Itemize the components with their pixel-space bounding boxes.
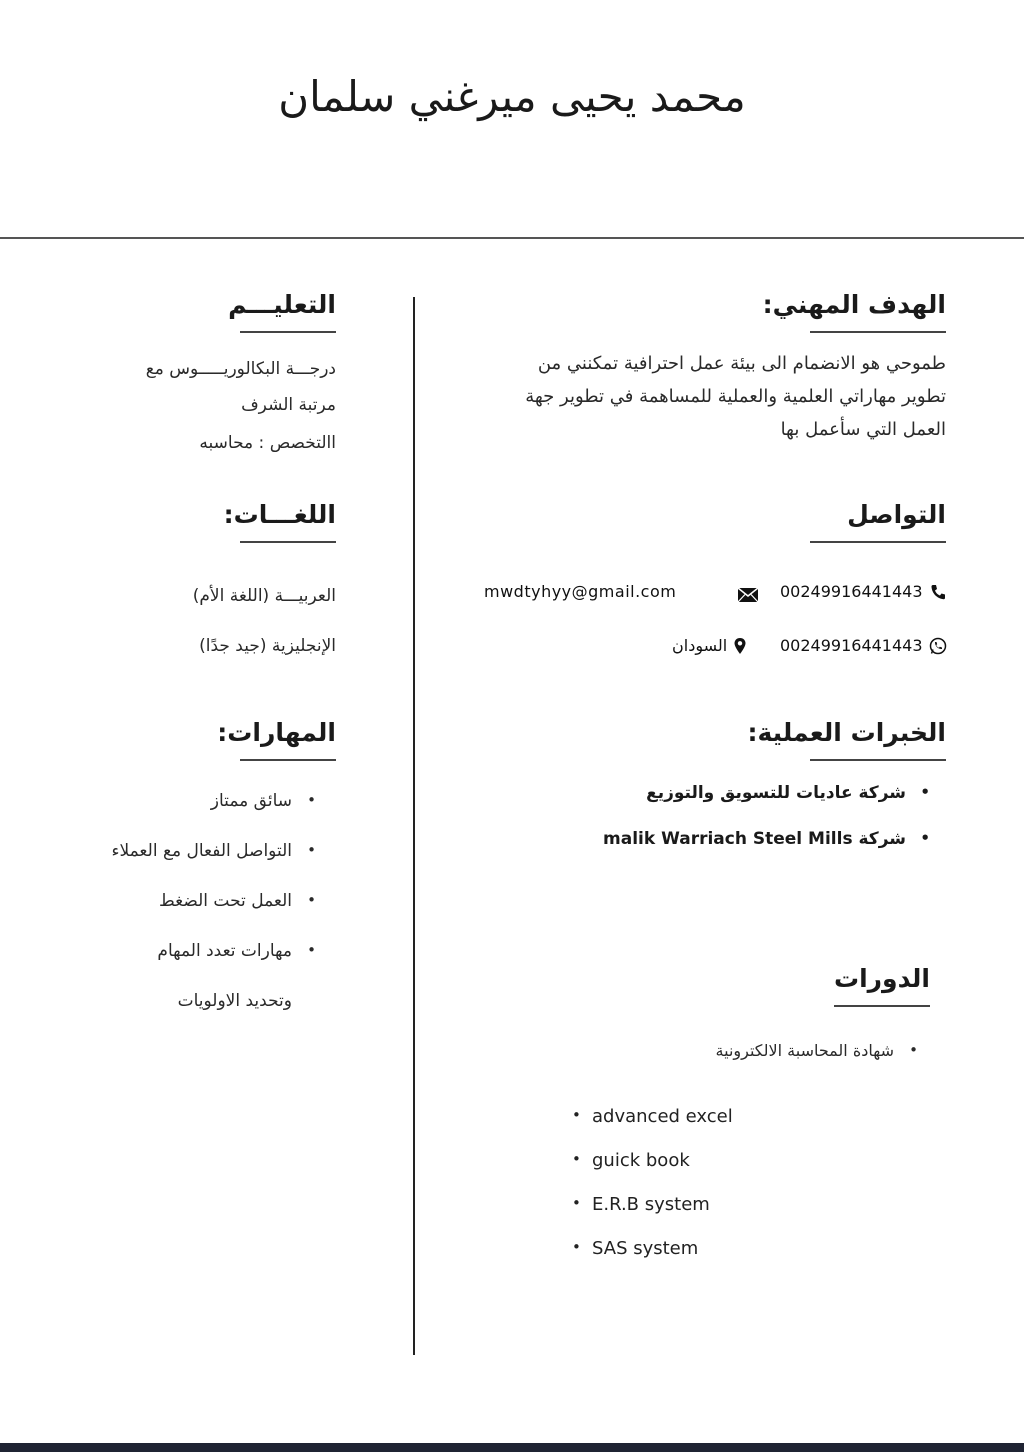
list-item: • التواصل الفعال مع العملاء — [60, 841, 316, 891]
phone-contact[interactable] — [780, 582, 947, 601]
list-item: • SAS system — [572, 1238, 733, 1282]
objective-section — [460, 290, 946, 446]
skills-continuation: وتحديد الاولويات — [177, 991, 292, 1011]
education-degree: درجـــة البكالوريـــــوس مع — [145, 359, 336, 379]
skills-list — [60, 791, 316, 991]
list-item: • شركة malik Warriach Steel Mills — [460, 829, 930, 875]
location-text: السودان — [672, 636, 728, 655]
courses-underline — [834, 1005, 930, 1007]
skills-section — [60, 718, 336, 1011]
list-item: • guick book — [572, 1150, 733, 1194]
contact-section — [460, 500, 946, 543]
experience-list — [460, 783, 930, 875]
language-arabic: العربيـــة (اللغة الأم) — [192, 586, 336, 606]
objective-underline — [810, 331, 946, 333]
list-item: • مهارات تعدد المهام — [60, 941, 316, 991]
language-english: الإنجليزية (جيد جدًا) — [199, 636, 336, 656]
list-item: • شركة عاديات للتسويق والتوزيع — [460, 783, 930, 829]
objective-line: العمل التي سأعمل بها — [780, 419, 946, 440]
phone-icon — [929, 583, 947, 601]
skills-underline — [240, 759, 336, 761]
courses-heading: الدورات — [833, 964, 930, 993]
courses-list — [572, 1106, 733, 1282]
column-divider — [413, 297, 415, 1355]
education-heading: التعليـــم — [228, 290, 336, 319]
email-address[interactable]: mwdtyhyy@gmail.com — [484, 582, 677, 601]
contact-heading: التواصل — [847, 500, 946, 529]
phone-number[interactable]: 00249916441443 — [780, 582, 923, 601]
languages-section — [60, 500, 336, 671]
header-divider — [0, 237, 1024, 239]
list-item: • العمل تحت الضغط — [60, 891, 316, 941]
skills-heading: المهارات: — [217, 718, 336, 747]
education-section — [60, 290, 336, 463]
whatsapp-number[interactable]: 00249916441443 — [780, 636, 923, 655]
envelope-icon — [738, 588, 758, 602]
experience-section — [460, 718, 946, 875]
education-major: االتخصص : محاسبه — [199, 433, 336, 453]
experience-underline — [810, 759, 946, 761]
whatsapp-contact[interactable] — [780, 636, 947, 655]
languages-heading: اللغـــات: — [223, 500, 336, 529]
list-item: • E.R.B system — [572, 1194, 733, 1238]
education-honors: مرتبة الشرف — [241, 395, 336, 415]
whatsapp-icon — [929, 637, 947, 655]
objective-heading: الهدف المهني: — [762, 290, 946, 319]
languages-underline — [240, 541, 336, 543]
objective-line: تطوير مهاراتي العلمية والعملية للمساهمة في تطوير جهة — [525, 386, 946, 407]
list-item: • advanced excel — [572, 1106, 733, 1150]
contact-underline — [810, 541, 946, 543]
resume-name: محمد يحيى ميرغني سلمان — [278, 72, 746, 121]
education-underline — [240, 331, 336, 333]
list-item: • سائق ممتاز — [60, 791, 316, 841]
list-item: • شهادة المحاسبة الالكترونية — [460, 1041, 918, 1060]
courses-arabic-list — [460, 1041, 918, 1060]
footer-bar — [0, 1443, 1024, 1452]
objective-line: طموحي هو الانضمام الى بيئة عمل احترافية تمكنني من — [537, 353, 946, 374]
experience-heading: الخبرات العملية: — [747, 718, 946, 747]
location-contact — [672, 636, 747, 655]
courses-section — [460, 964, 930, 1060]
objective-text — [460, 347, 946, 446]
location-pin-icon — [733, 637, 747, 655]
email-contact[interactable] — [484, 582, 676, 601]
